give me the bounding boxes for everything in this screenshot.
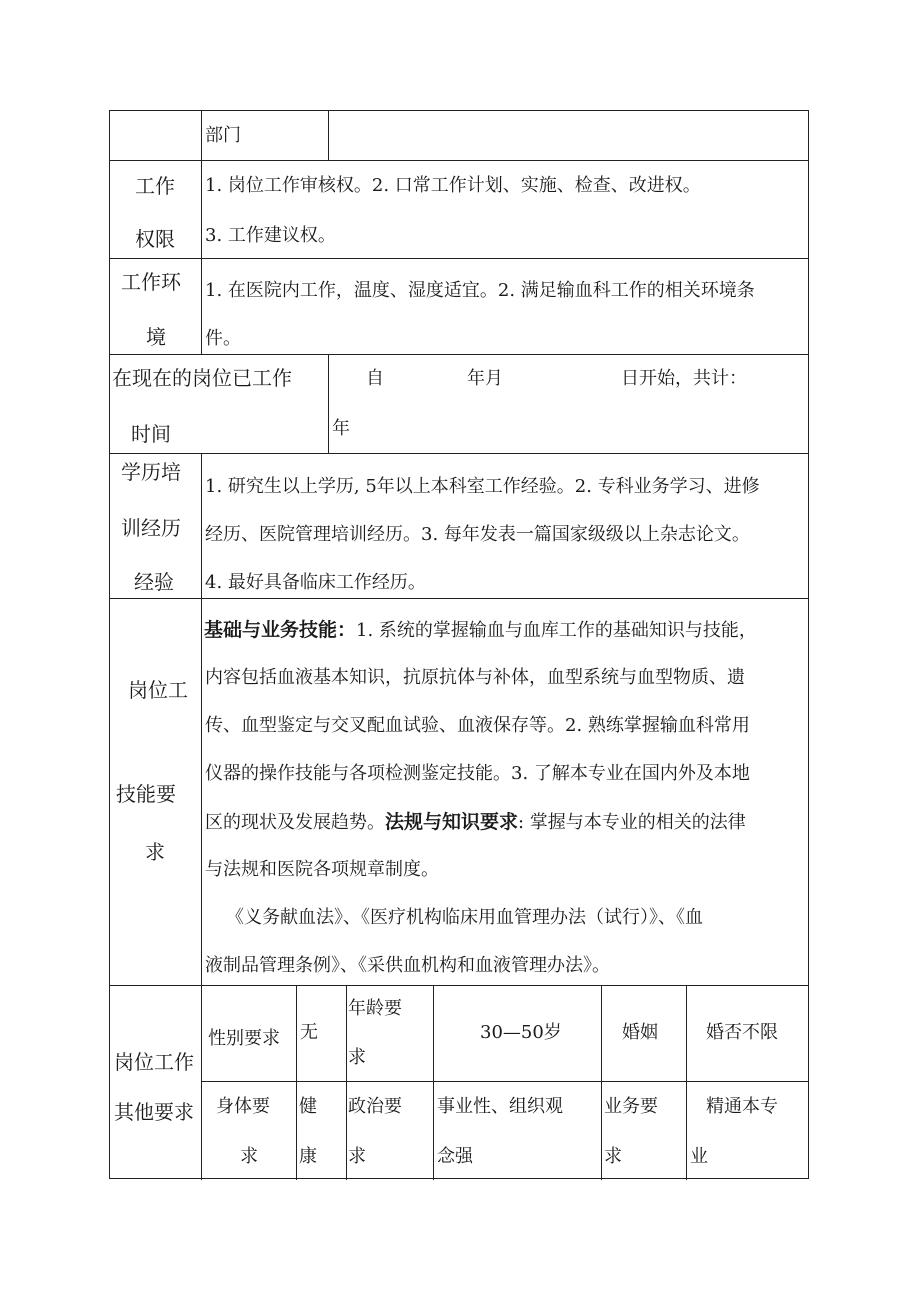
environment-text: 1. 在医院内工作，温度、湿度适宜。2. 满足输血科工作的相关环境条 (205, 280, 755, 301)
row-divider (110, 258, 808, 259)
job-description-table (109, 110, 809, 1179)
other-label: 岗位工作 (114, 1050, 194, 1074)
gender-label: 性别要求 (208, 1028, 280, 1049)
business-value: 业 (690, 1146, 708, 1167)
political-label: 求 (348, 1146, 366, 1167)
row-divider (110, 160, 808, 161)
authority-label: 权限 (135, 227, 175, 251)
political-value: 念强 (437, 1146, 473, 1167)
regulation-heading: 法规与知识要求 (385, 811, 519, 833)
column-divider (686, 985, 687, 1180)
marriage-value: 婚否不限 (706, 1022, 778, 1043)
environment-label: 工作环 (121, 270, 181, 294)
column-divider (201, 453, 202, 1180)
column-divider (201, 111, 202, 354)
body-value: 健 (299, 1096, 317, 1117)
tenure-label: 在现在的岗位已工作 (112, 366, 292, 390)
authority-text: 3. 工作建议权。 (205, 225, 336, 246)
age-label: 求 (348, 1047, 366, 1068)
other-label: 其他要求 (114, 1100, 194, 1124)
row-divider (110, 354, 808, 355)
row-divider (110, 985, 808, 986)
column-divider (346, 985, 347, 1180)
skills-label: 求 (145, 840, 165, 864)
basic-skills-heading: 基础与业务技能： (204, 619, 357, 641)
dept-label: 部门 (205, 125, 241, 146)
gender-value: 无 (300, 1022, 318, 1043)
political-value: 事业性、组织观 (437, 1096, 563, 1117)
column-divider (328, 354, 329, 453)
tenure-from: 自 (366, 368, 384, 389)
skills-line-text: 1. 系统的掌握输血与血库工作的基础知识与技能， (356, 620, 757, 641)
education-label: 学历培 (121, 460, 181, 484)
tenure-year-month: 年月 (467, 368, 503, 389)
education-text: 4. 最好具备临床工作经历。 (205, 572, 426, 593)
political-label: 政治要 (348, 1096, 402, 1117)
skills-line (205, 812, 746, 833)
tenure-label: 时间 (131, 422, 171, 446)
tenure-years: 年 (332, 418, 350, 439)
marriage-label: 婚姻 (622, 1022, 658, 1043)
column-divider (296, 985, 297, 1180)
education-text: 经历、医院管理培训经历。3. 每年发表一篇国家级级以上杂志论文。 (205, 524, 750, 545)
row-divider (110, 453, 808, 454)
skills-line-text: 区的现状及发展趋势。 (205, 812, 385, 833)
column-divider (433, 985, 434, 1180)
business-label: 求 (604, 1146, 622, 1167)
body-value: 康 (299, 1146, 317, 1167)
skills-line (204, 620, 757, 641)
column-divider (328, 111, 329, 160)
skills-label: 技能要 (116, 782, 176, 806)
skills-line: 《义务献血法》、《医疗机构临床用血管理办法（试行）》、《血 (226, 907, 703, 928)
business-value: 精通本专 (706, 1096, 778, 1117)
education-label: 经验 (134, 570, 174, 594)
skills-line: 液制品管理条例》、《采供血机构和血液管理办法》。 (205, 955, 610, 976)
skills-label: 岗位工 (128, 678, 188, 702)
skills-line: 传、血型鉴定与交叉配血试验、血液保存等。2. 熟练掌握输血科常用 (205, 715, 750, 736)
business-label: 业务要 (604, 1096, 658, 1117)
authority-text: 1. 岗位工作审核权。2. 口常工作计划、实施、检查、改进权。 (205, 175, 701, 196)
tenure-day-total: 日开始，共计： (621, 368, 747, 389)
environment-text: 件。 (205, 328, 241, 349)
body-label: 求 (240, 1146, 258, 1167)
row-divider (110, 598, 808, 599)
education-label: 训经历 (121, 516, 181, 540)
skills-line-text: : 掌握与本专业的相关的法律 (518, 812, 746, 833)
body-label: 身体要 (216, 1096, 270, 1117)
row-divider (201, 1081, 808, 1082)
education-text: 1. 研究生以上学历, 5年以上本科室工作经验。2. 专科业务学习、进修 (205, 476, 760, 497)
skills-line: 仪器的操作技能与各项检测鉴定技能。3. 了解本专业在国内外及本地 (205, 763, 750, 784)
environment-label: 境 (146, 325, 166, 349)
authority-label: 工作 (135, 174, 175, 198)
skills-line: 内容包括血液基本知识，抗原抗体与补体，血型系统与血型物质、遗 (205, 667, 745, 688)
age-value: 30—50岁 (480, 1022, 562, 1043)
skills-line: 与法规和医院各项规章制度。 (205, 859, 439, 880)
column-divider (601, 985, 602, 1180)
age-label: 年龄要 (348, 998, 402, 1019)
